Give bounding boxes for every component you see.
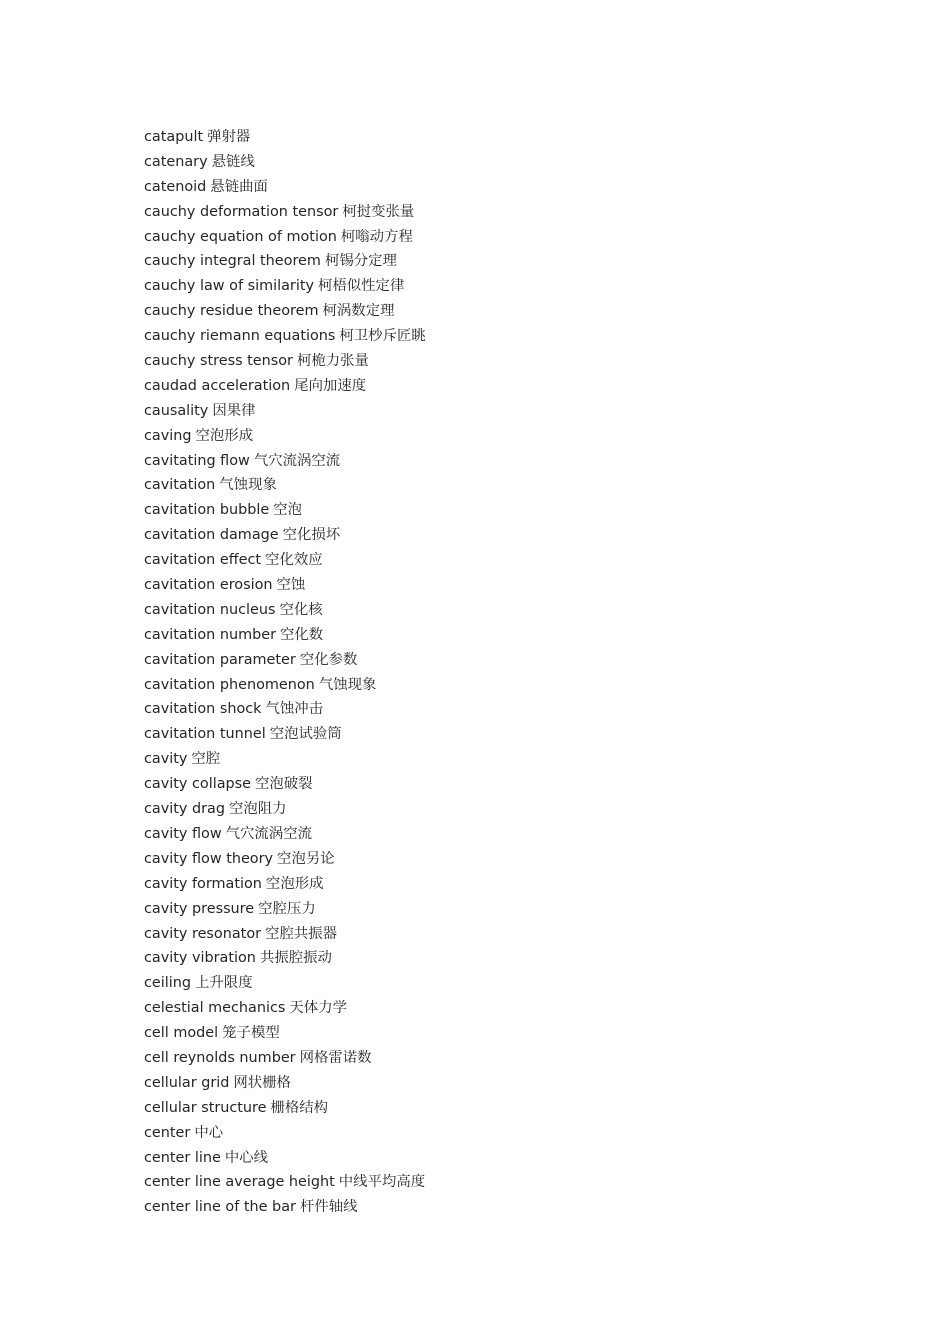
entry-term: cavity collapse [144,776,251,793]
glossary-entry [144,648,426,673]
glossary-entry [144,822,426,847]
entry-translation: 气穴流涡空流 [225,825,312,842]
entry-term: catenoid [144,178,207,195]
glossary-entry [144,299,426,324]
glossary-entry [144,349,426,374]
entry-term: cell model [144,1025,219,1042]
entry-translation: 柯涡数定理 [322,303,395,320]
glossary-entry [144,374,426,399]
entry-translation: 网格雷诺数 [299,1049,372,1066]
entry-term: cauchy residue theorem [144,303,319,320]
entry-translation: 悬链线 [211,153,255,170]
entry-translation: 网状栅格 [233,1074,291,1091]
entry-term: cauchy deformation tensor [144,203,339,220]
entry-translation: 空泡阻力 [228,801,287,818]
glossary-entry [144,847,426,872]
glossary-entry [144,722,426,747]
glossary-entry [144,399,426,424]
entry-term: cavitation damage [144,527,279,544]
entry-translation: 空腔压力 [258,900,316,917]
entry-translation: 弹射器 [207,129,251,145]
entry-term: center line of the bar [144,1199,296,1216]
glossary-entry [144,996,426,1021]
entry-term: cavity flow theory [144,850,274,867]
entry-term: cavity resonator [144,925,262,942]
glossary-entry [144,473,426,498]
entry-term: causality [144,402,209,419]
entry-translation: 空蚀 [276,577,306,594]
entry-term: cavity drag [144,801,225,818]
glossary-entry [144,623,426,648]
glossary-entry [144,324,426,349]
entry-term: cauchy law of similarity [144,278,314,295]
glossary-entry [144,971,426,996]
entry-term: cavitation tunnel [144,726,266,743]
entry-translation: 柯挝变张量 [342,203,415,220]
entry-term: cavitation shock [144,701,262,718]
entry-term: cavity formation [144,875,262,892]
entry-term: cavity vibration [144,950,256,967]
glossary-entry [144,150,426,175]
entry-term: cavity flow [144,825,222,842]
glossary-entry [144,946,426,971]
glossary-entry [144,1195,426,1220]
glossary-entry [144,697,426,722]
glossary-entry [144,897,426,922]
entry-translation: 空泡形成 [265,875,324,892]
entry-translation: 杆件轴线 [299,1199,358,1216]
glossary-entry [144,1170,426,1195]
entry-term: catenary [144,153,208,170]
glossary-entry [144,1096,426,1121]
entry-translation: 悬链曲面 [210,178,268,195]
entry-term: cell reynolds number [144,1049,296,1066]
entry-translation: 上升限度 [195,975,253,992]
glossary-entry [144,1046,426,1071]
entry-term: cauchy integral theorem [144,253,321,270]
glossary-entry [144,1121,426,1146]
entry-term: cavitation [144,477,216,494]
entry-translation: 空化效应 [265,552,323,569]
entry-translation: 气蚀现象 [219,477,277,494]
entry-term: cellular grid [144,1074,230,1091]
entry-term: cavity pressure [144,900,255,917]
entry-translation: 空化损坏 [282,527,341,544]
entry-translation: 空泡另论 [277,850,335,867]
entry-translation: 柯锡分定理 [324,253,397,270]
entry-translation: 气蚀冲击 [265,701,324,718]
entry-term: catapult [144,129,204,145]
glossary-list [144,125,426,1220]
entry-translation: 空化数 [280,626,324,643]
glossary-entry [144,797,426,822]
glossary-entry [144,200,426,225]
entry-term: cavitation nucleus [144,601,276,618]
glossary-entry [144,498,426,523]
glossary-entry [144,548,426,573]
entry-translation: 气穴流涡空流 [253,452,341,469]
entry-translation: 中心线 [224,1149,269,1166]
entry-term: cavitation bubble [144,502,270,519]
entry-term: cavitating flow [144,452,250,469]
glossary-entry [144,449,426,474]
entry-translation: 天体力学 [289,1000,347,1017]
glossary-entry [144,225,426,250]
entry-translation: 尾向加速度 [294,377,367,394]
glossary-entry [144,1146,426,1171]
entry-translation: 柯卫杪斥匠眺 [339,328,426,345]
entry-translation: 柯梧似性定律 [317,278,405,295]
entry-term: cavity [144,751,188,768]
glossary-entry [144,523,426,548]
entry-term: cavitation effect [144,552,262,569]
entry-term: center line average height [144,1174,335,1191]
entry-term: cavitation parameter [144,651,296,668]
glossary-entry [144,274,426,299]
entry-translation: 空化参数 [299,651,358,668]
entry-term: cauchy equation of motion [144,228,337,245]
entry-translation: 空泡形成 [195,427,254,444]
entry-term: cellular structure [144,1099,267,1116]
entry-translation: 气蚀现象 [318,676,377,693]
glossary-entry [144,872,426,897]
entry-translation: 中线平均高度 [338,1174,426,1191]
entry-translation: 柯桅力张量 [296,353,369,370]
entry-translation: 空腔共振器 [265,925,338,942]
entry-term: cauchy stress tensor [144,353,293,370]
entry-term: center line [144,1149,221,1166]
glossary-entry [144,249,426,274]
entry-term: ceiling [144,975,192,992]
entry-translation: 笼子模型 [222,1025,280,1042]
entry-term: center [144,1124,191,1141]
entry-term: cauchy riemann equations [144,328,336,345]
glossary-entry [144,772,426,797]
entry-term: cavitation phenomenon [144,676,315,693]
entry-term: celestial mechanics [144,1000,286,1017]
entry-translation: 共振腔振动 [259,950,332,967]
glossary-entry [144,125,426,150]
glossary-entry [144,573,426,598]
entry-term: cavitation erosion [144,577,273,594]
glossary-entry [144,175,426,200]
glossary-entry [144,598,426,623]
entry-term: caudad acceleration [144,377,291,394]
entry-term: cavitation number [144,626,277,643]
entry-translation: 空泡试验筒 [269,726,342,743]
glossary-entry [144,1071,426,1096]
glossary-entry [144,747,426,772]
entry-translation: 空腔 [191,751,221,768]
entry-translation: 空化核 [279,601,323,618]
entry-term: caving [144,427,192,444]
entry-translation: 空泡 [273,502,303,519]
entry-translation: 中心 [194,1124,224,1141]
entry-translation: 因果律 [212,402,256,419]
entry-translation: 栅格结构 [270,1099,329,1116]
glossary-entry [144,673,426,698]
glossary-entry [144,424,426,449]
glossary-entry [144,922,426,947]
entry-translation: 柯嗡动方程 [340,228,413,245]
entry-translation: 空泡破裂 [255,776,313,793]
glossary-entry [144,1021,426,1046]
